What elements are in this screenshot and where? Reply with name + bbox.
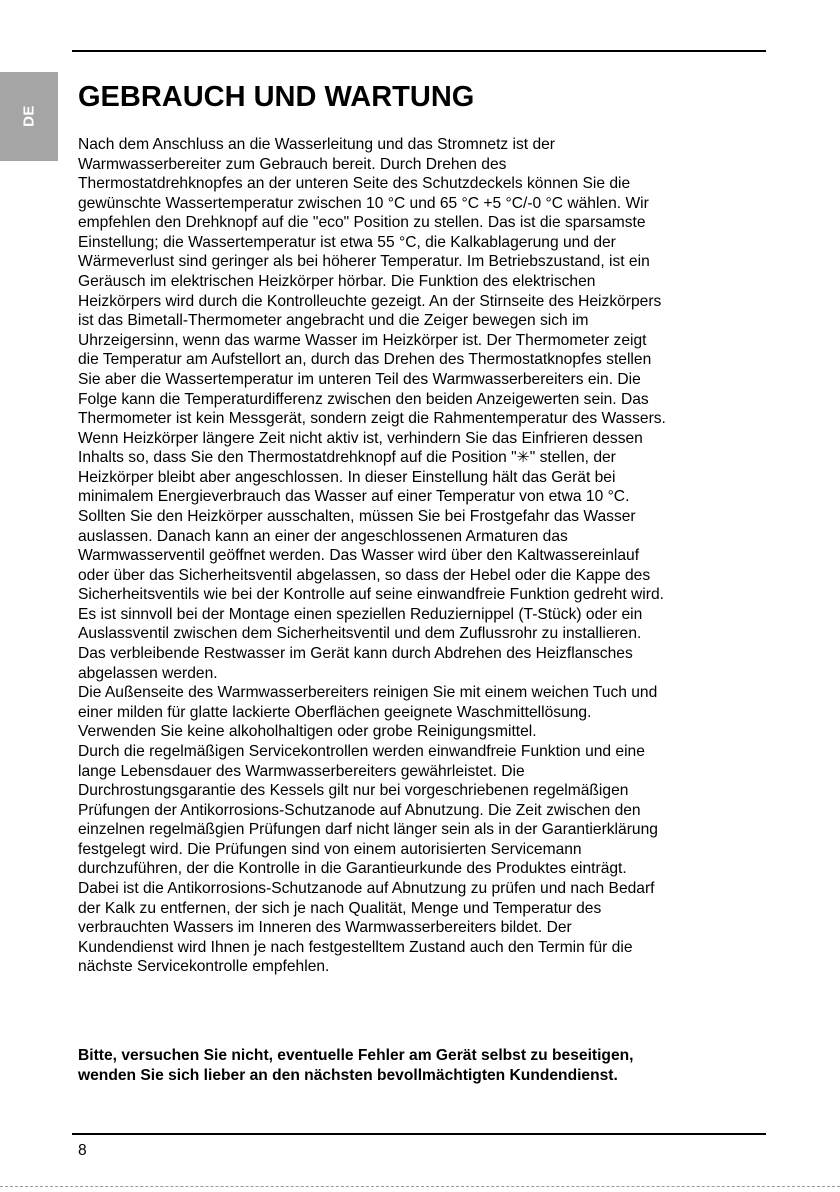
paragraph-line: Dabei ist die Antikorrosions-Schutzanode auf Abnutzung zu prüfen und nach Bedarf xyxy=(78,879,655,897)
paragraph-line: Es ist sinnvoll bei der Montage einen speziellen Reduziernippel (T-Stück) oder ein xyxy=(78,605,643,623)
paragraph-line: Thermometer ist kein Messgerät, sondern zeigt die Rahmentemperatur des Wassers. xyxy=(78,410,666,428)
paragraph-line: abgelassen werden. xyxy=(78,664,218,682)
paragraph-line: Sollten Sie den Heizkörper ausschalten, müssen Sie bei Frostgefahr das Wasser xyxy=(78,507,636,525)
warning-notice xyxy=(78,1046,768,1086)
paragraph-line: Warmwasserventil geöffnet werden. Das Wasser wird über den Kaltwassereinlauf xyxy=(78,547,640,565)
paragraph-line: Durchrostungsgarantie des Kessels gilt nur bei vorgeschriebenen regelmäßigen xyxy=(78,782,629,800)
header-rule xyxy=(72,50,766,52)
paragraph-line: Geräusch im elektrischen Heizkörper hörbar. Die Funktion des elektrischen xyxy=(78,273,596,291)
notice-line: Bitte, versuchen Sie nicht, eventuelle Fehler am Gerät selbst zu beseitigen, xyxy=(78,1047,634,1064)
paragraph-line: Heizkörpers wird durch die Kontrolleuchte gezeigt. An der Stirnseite des Heizkörpers xyxy=(78,292,662,310)
paragraph-line: Das verbleibende Restwasser im Gerät kann durch Abdrehen des Heizflansches xyxy=(78,645,633,663)
paragraph-line: Prüfungen der Antikorrosions-Schutzanode auf Abnutzung. Die Zeit zwischen den xyxy=(78,801,641,819)
paragraph-line: Sie aber die Wassertemperatur im unteren Teil des Warmwasserbereiters ein. Die xyxy=(78,370,641,388)
paragraph-line: einzelnen regelmäßgien Prüfungen darf nicht länger sein als in der Garantierklärung xyxy=(78,821,658,839)
page-number: 8 xyxy=(78,1142,87,1159)
paragraph-line: einer milden für glatte lackierte Oberflächen geeignete Waschmittellösung. xyxy=(78,703,592,721)
paragraph-line: lange Lebensdauer des Warmwasserbereiters gewährleistet. Die xyxy=(78,762,525,780)
paragraph-line: auslassen. Danach kann an einer der angeschlossenen Armaturen das xyxy=(78,527,568,545)
paragraph-line: Durch die regelmäßigen Servicekontrollen werden einwandfreie Funktion und eine xyxy=(78,742,645,760)
paragraph-line: Kundendienst wird Ihnen je nach festgestelltem Zustand auch den Termin für die xyxy=(78,938,633,956)
paragraph-line: oder über das Sicherheitsventil abgelassen, so dass der Hebel oder die Kappe des xyxy=(78,566,651,584)
paragraph-line: Auslassventil zwischen dem Sicherheitsventil und dem Zuflussrohr zu installieren. xyxy=(78,625,642,643)
paragraph-line: empfehlen den Drehknopf auf die "eco" Position zu stellen. Das ist die sparsamste xyxy=(78,214,646,232)
page-title: GEBRAUCH UND WARTUNG xyxy=(78,81,475,113)
paragraph-line: minimalem Energieverbrauch das Wasser auf einer Temperatur von etwa 10 °C. xyxy=(78,488,630,506)
paragraph-line: der Kalk zu entfernen, der sich je nach Qualität, Menge und Temperatur des xyxy=(78,899,602,917)
paragraph-line: durchzuführen, der die Kontrolle in die Garantieurkunde des Produktes einträgt. xyxy=(78,860,627,878)
paragraph-line: Nach dem Anschluss an die Wasserleitung und das Stromnetz ist der xyxy=(78,136,556,153)
body-text xyxy=(78,135,768,977)
paragraph-line: Die Außenseite des Warmwasserbereiters reinigen Sie mit einem weichen Tuch und xyxy=(78,684,658,702)
paragraph-line: Thermostatdrehknopfes an der unteren Seite des Schutzdeckels können Sie die xyxy=(78,175,631,193)
paragraph-line: verbrauchten Wassers im Inneren des Warmwasserbereiters bildet. Der xyxy=(78,919,572,937)
notice-line: wenden Sie sich lieber an den nächsten bevollmächtigten Kundendienst. xyxy=(78,1067,618,1084)
paragraph-line: Heizkörper bleibt aber angeschlossen. In dieser Einstellung hält das Gerät bei xyxy=(78,468,616,486)
paragraph-line: Uhrzeigersinn, wenn das warme Wasser im Heizkörper ist. Der Thermometer zeigt xyxy=(78,331,647,349)
paragraph-line: nächste Servicekontrolle empfehlen. xyxy=(78,958,330,976)
paragraph-line: die Temperatur am Aufstellort an, durch das Drehen des Thermostatknopfes stellen xyxy=(78,351,652,369)
paragraph-line: Folge kann die Temperaturdifferenz zwischen den beiden Anzeigewerten sein. Das xyxy=(78,390,649,408)
paragraph-line: ist das Bimetall-Thermometer angebracht und die Zeiger bewegen sich im xyxy=(78,312,589,330)
paragraph-line: Verwenden Sie keine alkoholhaltigen oder grobe Reinigungsmittel. xyxy=(78,723,537,741)
paragraph-line: Einstellung; die Wassertemperatur ist etwa 55 °C, die Kalkablagerung und der xyxy=(78,233,616,251)
paragraph-line: Wärmeverlust sind geringer als bei höherer Temperatur. Im Betriebszustand, ist ein xyxy=(78,253,650,271)
language-tab-label: DE xyxy=(20,105,38,127)
paragraph-line: festgelegt wird. Die Prüfungen sind von einem autorisierten Servicemann xyxy=(78,840,582,858)
paragraph-line: Warmwasserbereiter zum Gebrauch bereit. Durch Drehen des xyxy=(78,155,507,173)
crop-mark-line xyxy=(0,1186,840,1187)
paragraph-line: Wenn Heizkörper längere Zeit nicht aktiv ist, verhindern Sie das Einfrieren dessen xyxy=(78,429,643,447)
footer-rule xyxy=(72,1133,766,1135)
language-tab xyxy=(0,72,58,161)
paragraph-line: Inhalts so, dass Sie den Thermostatdrehknopf auf die Position "✳" stellen, der xyxy=(78,449,616,467)
paragraph-line: gewünschte Wassertemperatur zwischen 10 °C und 65 °C +5 °C/-0 °C wählen. Wir xyxy=(78,194,649,212)
paragraph-line: Sicherheitsventils wie bei der Kontrolle auf seine einwandfreie Funktion gedreht wird. xyxy=(78,586,664,604)
